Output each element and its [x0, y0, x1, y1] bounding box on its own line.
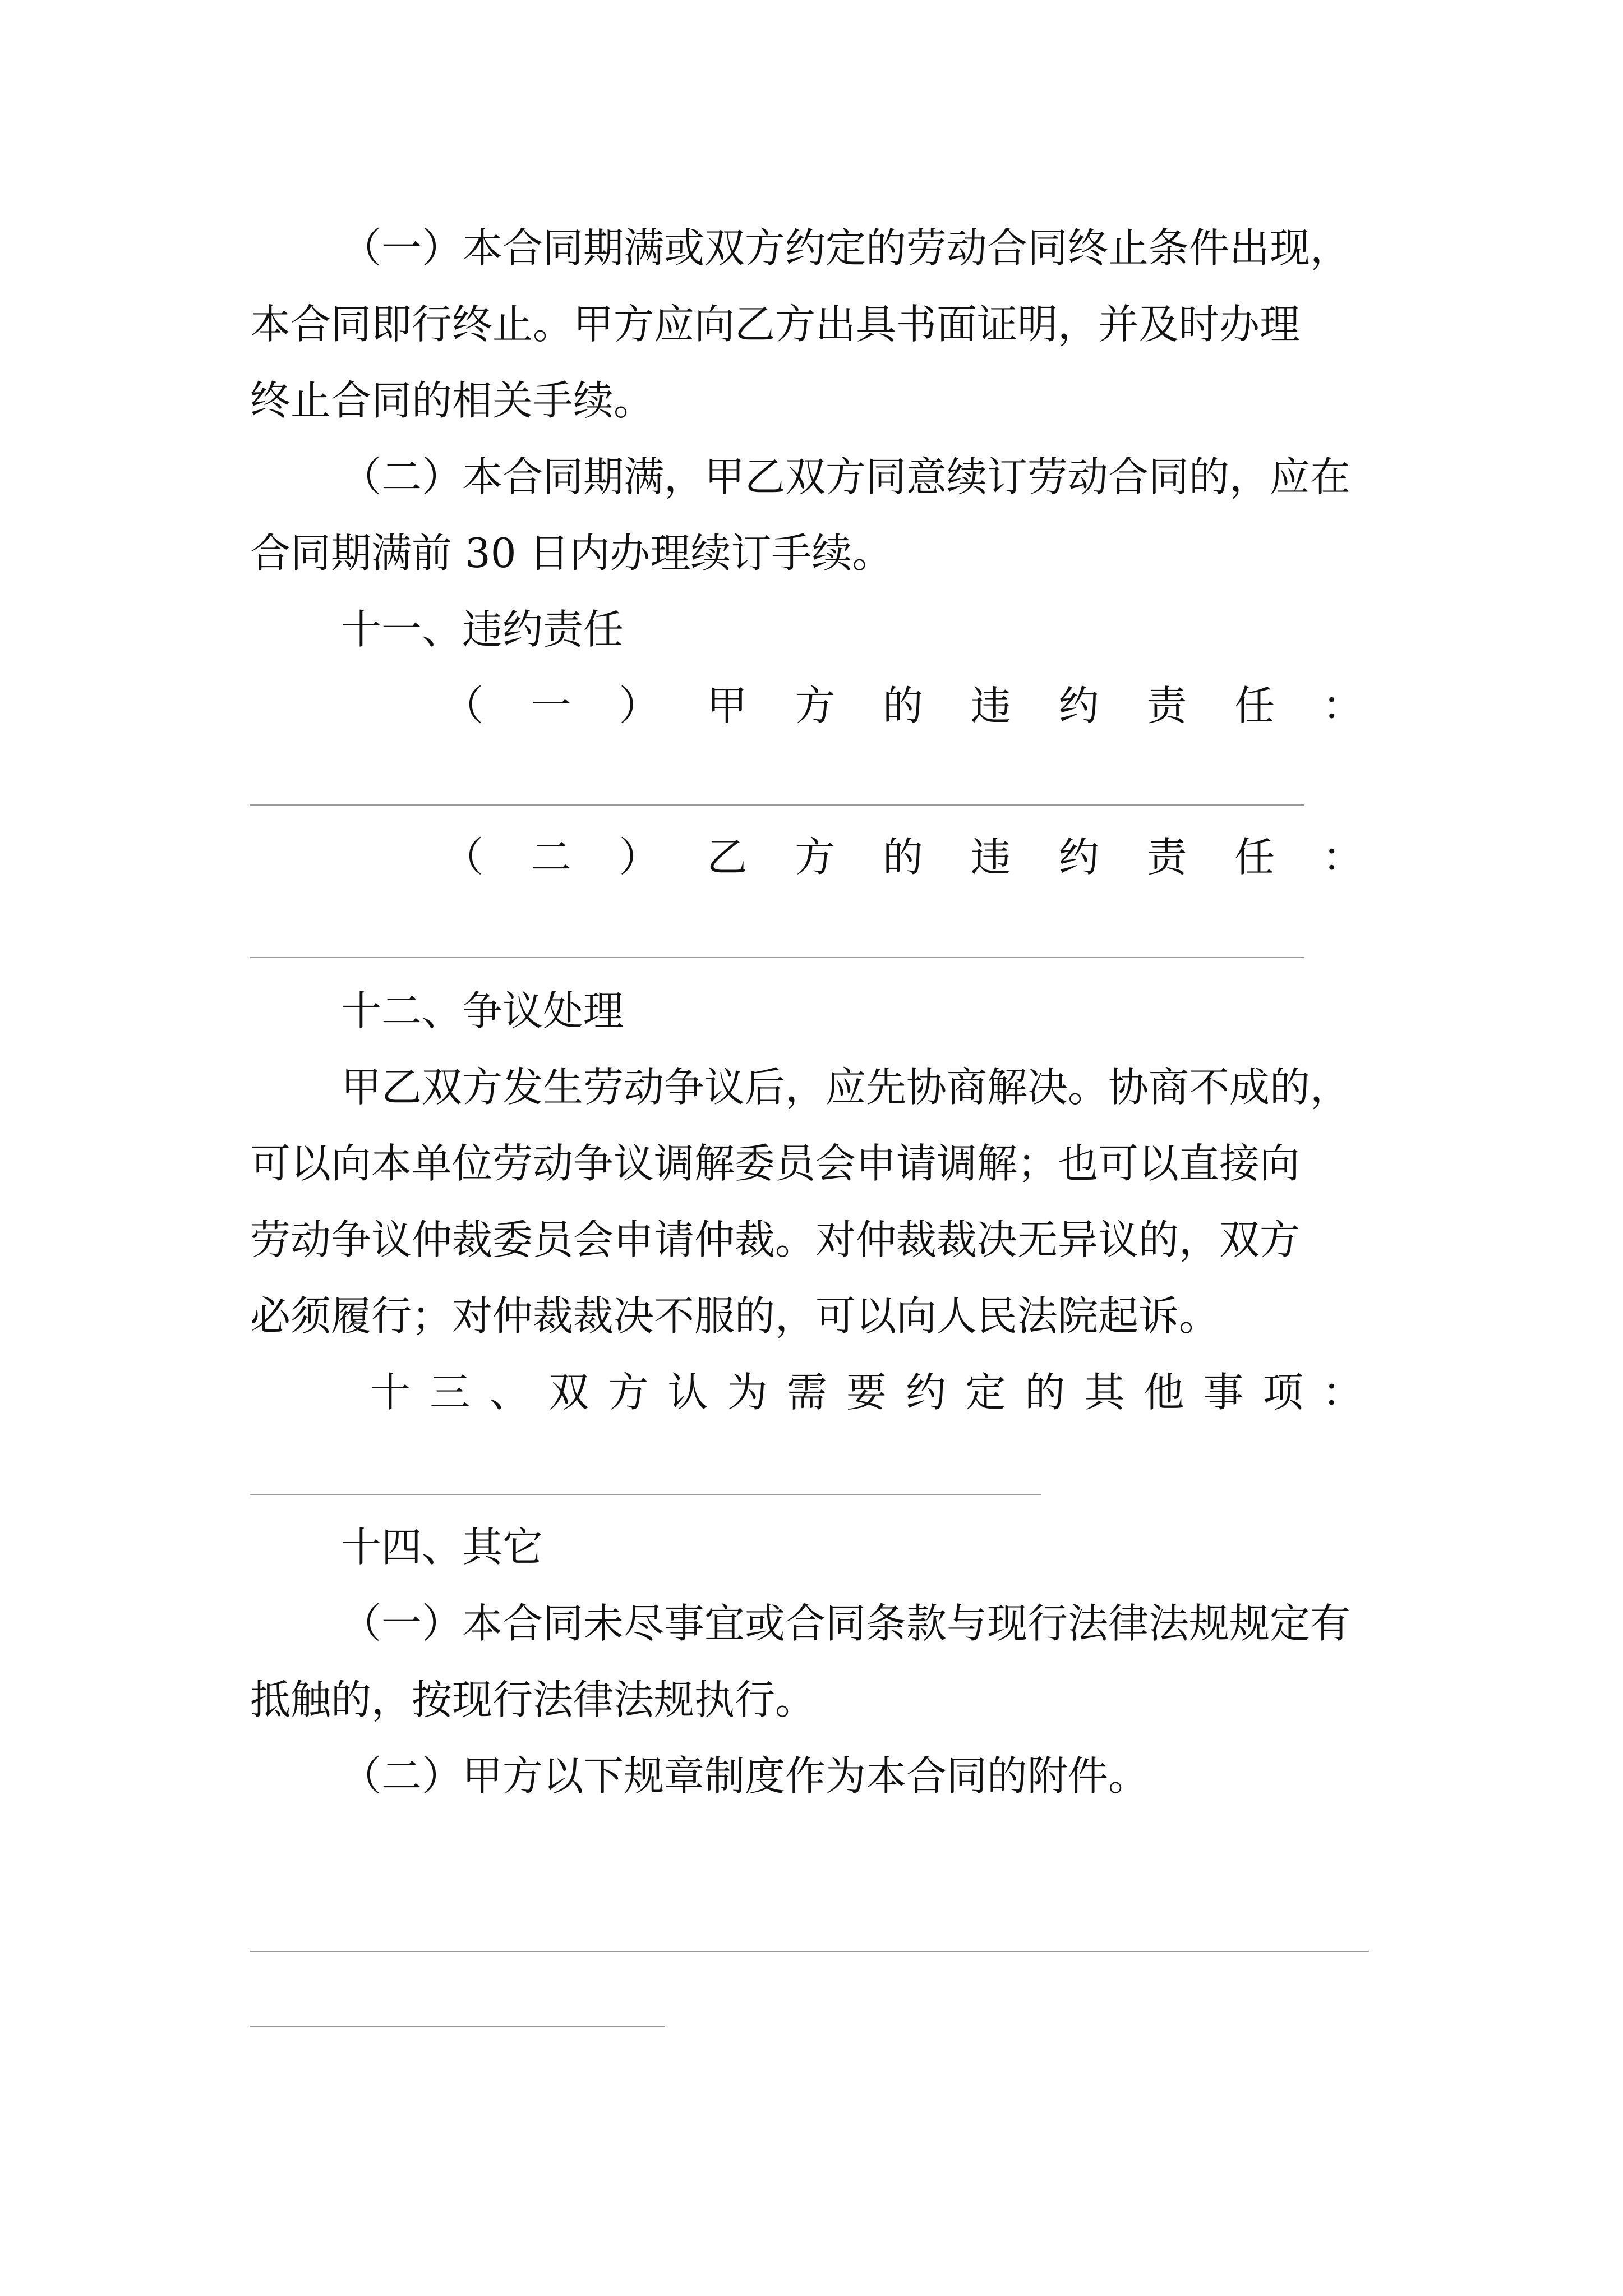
attachment-blank-line-1: [250, 1951, 1369, 1952]
art13-heading-char: 三: [430, 1369, 471, 1416]
art14-heading: 十四、其它: [341, 1524, 543, 1571]
art10-p2-line1: （二）本合同期满，甲乙双方同意续订劳动合同的，应在: [341, 453, 1351, 500]
art13-heading-char: ：: [1322, 1369, 1363, 1416]
art11-party-a-label-char: 一: [531, 682, 571, 729]
art13-heading-char: 他: [1144, 1369, 1184, 1416]
art11-party-b-label-char: 二: [531, 834, 571, 881]
art13-heading-char: 认: [667, 1369, 708, 1416]
art13-blank-line: [250, 1494, 1041, 1495]
art14-p1-line1: （一）本合同未尽事宜或合同条款与现行法律法规规定有: [341, 1600, 1351, 1647]
art12-line3: 劳动争议仲裁委员会申请仲裁。对仲裁裁决无异议的，双方: [250, 1216, 1301, 1263]
art13-heading-char: 需: [786, 1369, 827, 1416]
art10-p1-line2: 本合同即行终止。甲方应向乙方出具书面证明，并及时办理: [250, 301, 1301, 348]
art11-party-a-blank-line: [250, 804, 1304, 806]
art11-party-a-label-char: 的: [882, 682, 923, 729]
art11-party-b-label-char: （: [443, 834, 484, 881]
art11-party-a-label-char: 甲: [707, 682, 748, 729]
art11-party-b-label-char: 乙: [707, 834, 748, 881]
art13-heading-char: 定: [965, 1369, 1006, 1416]
art11-party-a-label-char: （: [443, 682, 484, 729]
art11-party-b-label-char: 任: [1234, 834, 1275, 881]
art13-heading-char: 方: [608, 1369, 649, 1416]
art10-p2-line2: 合同期满前 30 日内办理续订手续。: [250, 530, 893, 577]
art13-heading-char: 其: [1084, 1369, 1125, 1416]
art11-party-b-label-char: ）: [619, 834, 660, 881]
art11-party-b-label-char: 约: [1058, 834, 1099, 881]
art12-line2: 可以向本单位劳动争议调解委员会申请调解；也可以直接向: [250, 1140, 1301, 1187]
art13-heading-char: 为: [727, 1369, 768, 1416]
attachment-blank-line-2: [250, 2026, 665, 2027]
art14-p1-line2: 抵触的，按现行法律法规执行。: [250, 1676, 816, 1723]
art14-p2: （二）甲方以下规章制度作为本合同的附件。: [341, 1752, 1149, 1800]
art11-party-b-label-char: ：: [1322, 834, 1363, 881]
art10-p1-line1: （一）本合同期满或双方约定的劳动合同终止条件出现，: [341, 224, 1351, 272]
art12-line4: 必须履行；对仲裁裁决不服的，可以向人民法院起诉。: [250, 1292, 1220, 1340]
art11-party-b-label-char: 的: [882, 834, 923, 881]
art11-heading: 十一、违约责任: [341, 606, 624, 653]
art11-party-a-label: [443, 678, 1363, 734]
art11-party-a-label-char: 约: [1058, 682, 1099, 729]
art11-party-b-label-char: 方: [795, 834, 836, 881]
art11-party-a-label-char: 方: [795, 682, 836, 729]
art11-party-b-blank-line: [250, 957, 1304, 958]
art11-party-a-label-char: ：: [1322, 682, 1363, 729]
art11-party-a-label-char: 责: [1146, 682, 1187, 729]
art13-heading-char: 要: [846, 1369, 887, 1416]
art11-party-b-label-char: 责: [1146, 834, 1187, 881]
art12-line1: 甲乙双方发生劳动争议后，应先协商解决。协商不成的，: [341, 1064, 1351, 1111]
art13-heading-char: 双: [548, 1369, 589, 1416]
art12-heading: 十二、争议处理: [341, 987, 624, 1034]
art11-party-a-label-char: 违: [970, 682, 1011, 729]
art13-heading-char: 的: [1025, 1369, 1066, 1416]
art13-heading-char: 约: [905, 1369, 946, 1416]
art11-party-a-label-char: ）: [619, 682, 660, 729]
art13-heading: [370, 1364, 1363, 1420]
art13-heading-char: 项: [1262, 1369, 1303, 1416]
art13-heading-char: 事: [1203, 1369, 1244, 1416]
art10-p1-line3: 终止合同的相关手续。: [250, 377, 654, 424]
art13-heading-char: 十: [370, 1369, 411, 1416]
art11-party-b-label: [443, 829, 1363, 885]
art13-heading-char: 、: [489, 1369, 530, 1416]
art11-party-a-label-char: 任: [1234, 682, 1275, 729]
art11-party-b-label-char: 违: [970, 834, 1011, 881]
